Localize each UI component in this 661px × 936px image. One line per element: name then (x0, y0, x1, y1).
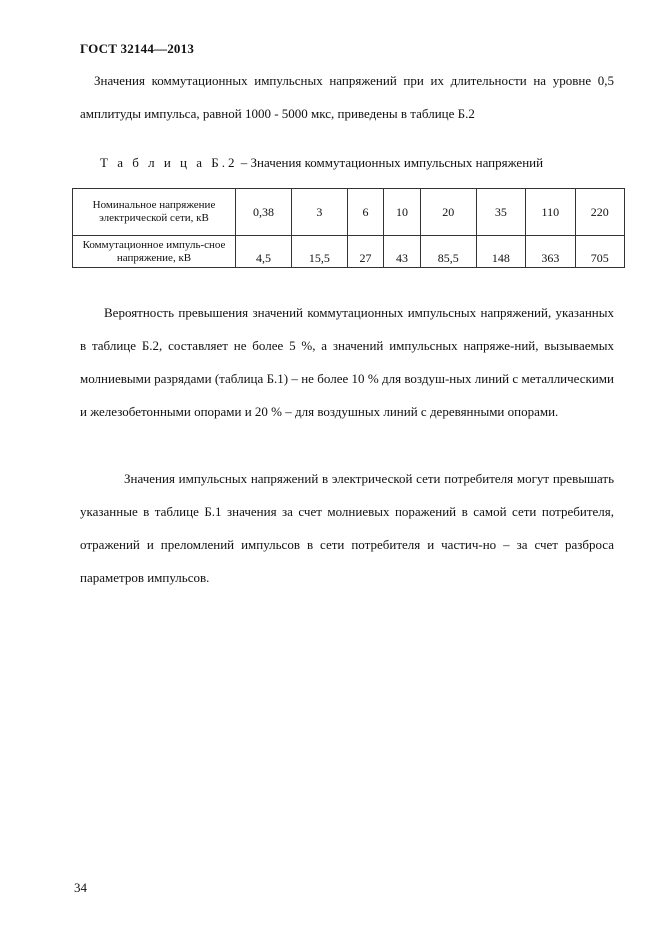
table-cell: 43 (384, 236, 421, 268)
table-cell: 220 (575, 189, 624, 236)
table-row-impulse (73, 236, 625, 268)
intro-paragraph-text: Значения коммутационных импульсных напряжений при их длительности на уровне 0,5 амплитуды импульса, равной 1000 - 5000 мкс, приведены в таблице Б.2 (80, 73, 614, 121)
table-cell: 110 (526, 189, 575, 236)
table-cell: 0,38 (236, 189, 292, 236)
table-cell: 27 (347, 236, 384, 268)
table-cell: 35 (476, 189, 525, 236)
table-cell: 3 (291, 189, 347, 236)
table-cell: 15,5 (291, 236, 347, 268)
table-cell: 363 (526, 236, 575, 268)
table-cell: 85,5 (420, 236, 476, 268)
table-cell: 10 (384, 189, 421, 236)
table-cell: 4,5 (236, 236, 292, 268)
table-caption (100, 155, 543, 171)
table-cell: 20 (420, 189, 476, 236)
table-cell: 148 (476, 236, 525, 268)
consumer-network-paragraph (80, 462, 614, 594)
consumer-network-paragraph-text: Значения импульсных напряжений в электрической сети потребителя могут превышать указанные в таблице Б.1 значения за счет молниевых поражений в самой сети потребителя, отражений и преломлений импульсов в сети потребителя и частич-но – за счет разброса параметров импульсов. (80, 471, 614, 585)
probability-paragraph (80, 296, 614, 428)
probability-paragraph-text: Вероятность превышения значений коммутационных импульсных напряжений, указанных в таблице Б.2, составляет не более 5 %, а значений импульсных напряже-ний, вызываемых молниевыми разрядами (таблица Б.1) – не более 10 % для воздуш-ных линий с металлическими и железобетонными опорами и 20 % – для воздушных линий с деревянными опорами. (80, 305, 614, 419)
table-row-nominal (73, 189, 625, 236)
page-number: 34 (74, 880, 87, 895)
row-header-nominal: Номинальное напряжение электрической сети, кВ (73, 189, 236, 236)
table-cell: 705 (575, 236, 624, 268)
table-cell: 6 (347, 189, 384, 236)
standard-header: ГОСТ 32144—2013 (80, 41, 195, 56)
row-header-impulse: Коммутационное импуль-сное напряжение, кВ (73, 236, 236, 268)
table-caption-title: Значения коммутационных импульсных напряжений (250, 155, 544, 170)
table-caption-dash: – (237, 155, 251, 170)
intro-paragraph (80, 64, 614, 130)
table-caption-label: Т а б л и ц а Б.2 (100, 155, 238, 170)
voltage-table (72, 188, 625, 268)
